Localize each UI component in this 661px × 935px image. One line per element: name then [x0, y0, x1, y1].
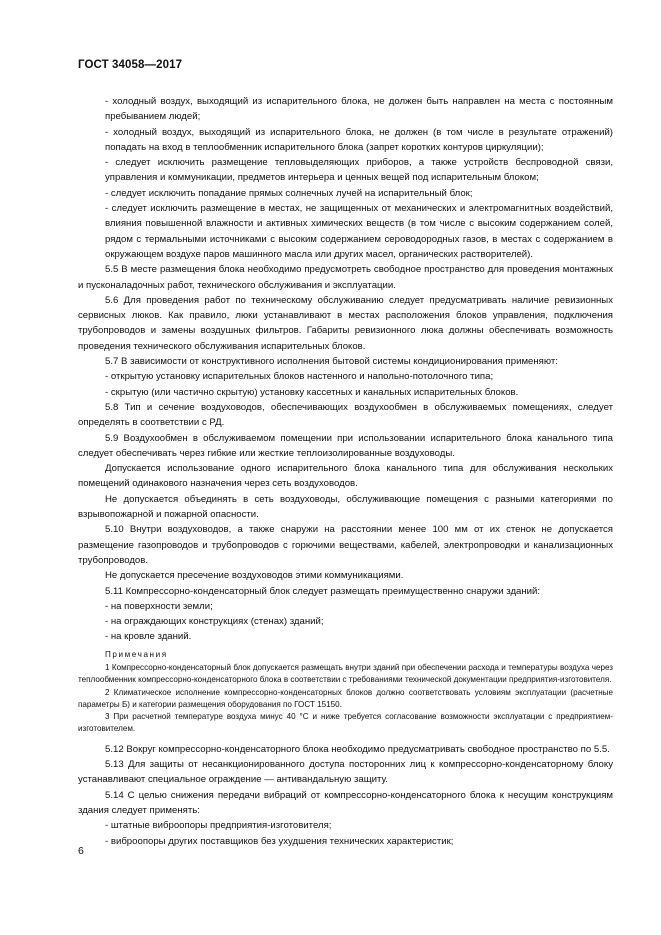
clause-5-7: 5.7 В зависимости от конструктивного исполнения бытовой системы кондиционирования применяют: [105, 356, 558, 368]
notes-title: Примечания [105, 649, 168, 659]
list-item: - штатные виброопоры предприятия-изготовителя; [105, 820, 332, 832]
list-item: - открытую установку испарительных блоков настенного и напольно-потолочного типа; [105, 371, 494, 383]
list-item: - на поверхности земли; [105, 600, 213, 612]
list-item: - холодный воздух, выходящий из испарительного блока, не должен быть направлен на места с постоянным пребыванием людей; [105, 96, 613, 123]
clause-5-8: 5.8 Тип и сечение воздуховодов, обеспечивающих воздухообмен в обслуживаемых помещениях, следует определять в соответствии с РД. [78, 401, 613, 429]
document-header: ГОСТ 34058—2017 [78, 59, 183, 71]
clause-5-5: 5.5 В месте размещения блока необходимо предусмотреть свободное пространство для проведения монтажных и пусконаладочных работ, технического обслуживания и эксплуатации. [78, 264, 613, 291]
clause-5-11: 5.11 Компрессорно-конденсаторный блок следует размещать преимущественно снаружи зданий: [105, 585, 541, 597]
list-item: - следует исключить размещение в местах, не защищенных от механических и электромагнитных воздействий, влияния повышенной влажности и активных химических веществ (в том числе с высоким содержанием солей, рядом с термальными источниками с высоким содержанием сероводородных газов, в местах с содержанием в окружающем воздухе паров машинного масла или других масел, органических растворителей). [105, 203, 613, 260]
note-item: 1 Компрессорно-конденсаторный блок допускается размещать внутри зданий при обеспечении расхода и температуры воздуха через теплообменник компрессорно-конденсаторного блока в соответствии с требованиями технической документации предприятия-изготовителя. [78, 662, 613, 685]
clause-5-13: 5.13 Для защиты от несанкционированного доступа посторонних лиц к компрессорно-конденсаторному блоку устанавливают специальное ограждение — антивандальную защиту. [78, 759, 613, 786]
clause-5-9: 5.9 Воздухообмен в обслуживаемом помещении при использовании испарительного блока канального типа следует обеспечивать через гибкие или жесткие теплоизолированные воздуховоды. [78, 432, 613, 459]
paragraph: Допускается использование одного испарительного блока канального типа для обслуживания нескольких помещений одинакового назначения через сеть воздуховодов. [78, 463, 613, 490]
list-item: - следует исключить размещение тепловыделяющих приборов, а также устройств беспроводной связи, управления и коммуникации, предметов интерьера и ценных вещей под испарительным блоком; [105, 157, 613, 184]
list-item: - виброопоры других поставщиков без ухудшения технических характеристик; [105, 835, 454, 847]
clause-5-14: 5.14 С целью снижения передачи вибраций от компрессорно-конденсаторного блока к несущим конструкциям здания следует применять: [78, 789, 613, 816]
clause-5-10: 5.10 Внутри воздуховодов, а также снаружи на расстоянии менее 100 мм от их стенок не допускается размещение газопроводов и трубопроводов с горючими веществами, кабелей, электропроводки и канализационных трубопроводов. [78, 524, 613, 566]
note-item: 3 При расчетной температуре воздуха минус 40 °С и ниже требуется согласование возможности эксплуатации с предприятием-изготовителем. [78, 712, 613, 734]
note-item: 2 Климатическое исполнение компрессорно-конденсаторных блоков должно соответствовать условиям эксплуатации (расчетные параметры Б) и категории размещения оборудования по ГОСТ 15150. [78, 687, 613, 709]
list-item: - на ограждающих конструкциях (стенах) зданий; [105, 616, 324, 628]
list-item: - скрытую (или частично скрытую) установку кассетных и канальных испарительных блоков. [105, 386, 519, 398]
paragraph: Не допускается объединять в сеть воздуховоды, обслуживающие помещения с разными категориями по взрывопожарной и пожарной опасности. [78, 493, 613, 521]
clause-5-6: 5.6 Для проведения работ по техническому обслуживанию следует предусматривать наличие ревизионных сервисных люков. Как правило, люки устанавливают в местах расположения блоков управления, подключения трубопроводов и замены воздушных фильтров. Габариты ревизионного люка должны обеспечивать возможность проведения технического обслуживания испарительных блоков. [78, 294, 613, 352]
document-body [78, 94, 613, 849]
page-number: 6 [78, 845, 84, 857]
list-item: - на кровле зданий. [105, 631, 192, 643]
list-item: - холодный воздух, выходящий из испарительного блока, не должен (в том числе в результате отражений) попадать на вход в теплообменник испарительного блока (запрет коротких контуров циркуляции); [105, 126, 613, 153]
notes-block [78, 649, 613, 736]
paragraph: Не допускается пресечение воздуховодов этими коммуникациями. [105, 570, 404, 582]
list-item: - следует исключить попадание прямых солнечных лучей на испарительный блок; [105, 187, 473, 199]
clause-5-12: 5.12 Вокруг компрессорно-конденсаторного блока необходимо предусматривать свободное пространство по 5.5. [105, 743, 610, 755]
